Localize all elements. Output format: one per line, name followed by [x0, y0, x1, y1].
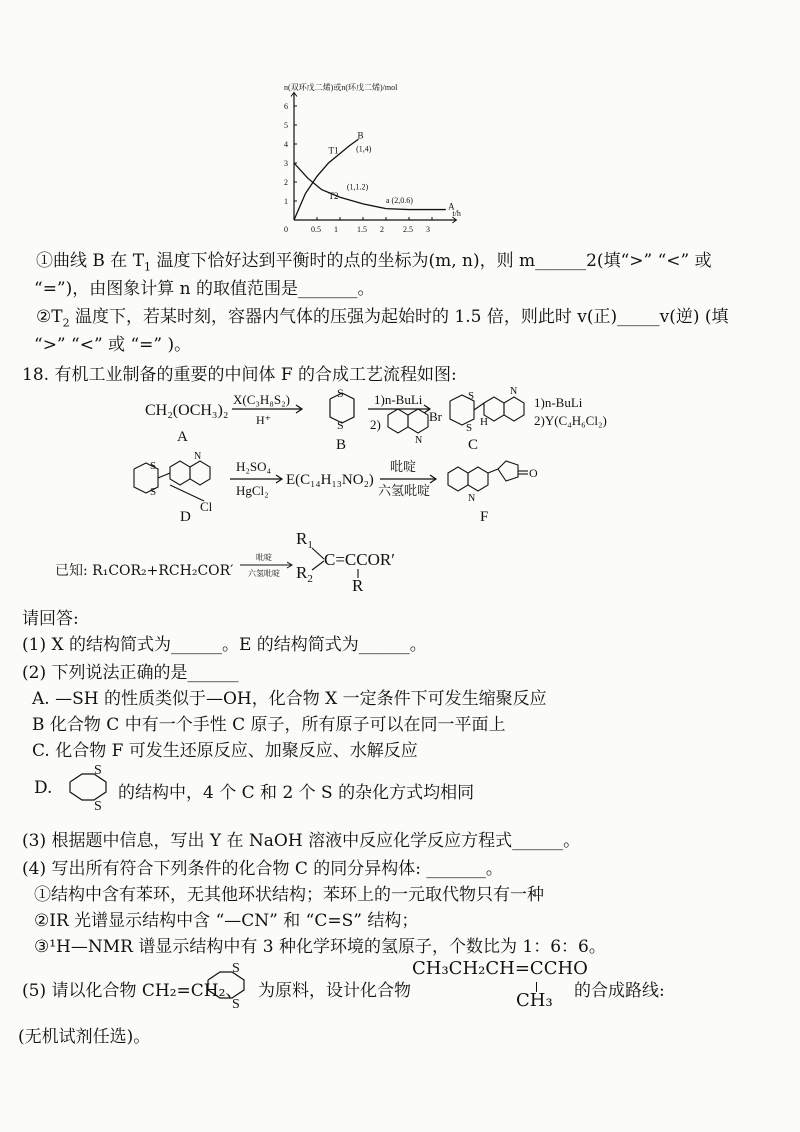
step2-label: 2): [370, 417, 381, 432]
condition-1: ①结构中含有苯环，无其他环状结构；苯环上的一元取代物只有一种: [34, 885, 544, 905]
svg-text:S: S: [466, 422, 473, 434]
svg-text:S: S: [94, 799, 102, 814]
known-reaction-reactants: 已知: R₁COR₂+RCH₂COR′: [55, 563, 234, 579]
compound-b-label: B: [336, 437, 347, 453]
svg-text:S: S: [94, 763, 102, 778]
dithiane-icon: [64, 760, 120, 814]
x-tick-label: 1: [334, 225, 338, 234]
svg-text:S: S: [468, 390, 475, 402]
svg-text:吡啶: 吡啶: [256, 553, 272, 562]
subq5-note: (无机试剂任选)。: [18, 1027, 151, 1047]
curve-label-T1: T1: [328, 145, 339, 156]
x-tick-label: 2: [380, 225, 384, 234]
step1-reagent: X(C₃H₈S₂): [233, 392, 290, 407]
synthesis-scheme: [130, 385, 750, 530]
x-tick-label: 0.5: [311, 225, 321, 234]
q17-part1-line2: “=”)，由图象计算 n 的取值范围是_______。: [34, 279, 375, 299]
target-compound-main: CH₃CH₂CH=CCHO: [412, 958, 588, 979]
svg-text:S: S: [150, 486, 157, 498]
compound-d-structure: [134, 461, 210, 501]
x-tick-label: 1.5: [357, 225, 367, 234]
step4-catalyst: HgCl₂: [236, 483, 269, 498]
subq5-prefix: (5) 请以化合物 CH₂=CH₂、: [22, 981, 243, 1001]
y-tick-label: 6: [284, 102, 288, 111]
svg-text:C=CCOR′: C=CCOR′: [324, 550, 395, 569]
equilibrium-graph: [270, 80, 470, 238]
svg-text:H: H: [480, 416, 488, 428]
svg-text:S: S: [232, 997, 240, 1012]
step4-reagent: H₂SO₄: [236, 459, 272, 474]
option-d: [34, 778, 52, 798]
x-tick-label: 3: [426, 225, 430, 234]
q17-part1-line1: ①曲线 B 在 $T_1$ 温度下恰好达到平衡时的点的坐标为(m, n)，则 m______2(填“>” “<” 或: [36, 251, 712, 274]
bromoquinoline: [388, 409, 428, 433]
compound-e: E(C₁₄H₁₃NO₂): [286, 472, 374, 488]
step3-reagent-2: 2)Y(C₄H₆Cl₂): [534, 413, 607, 428]
option-d-text: 的结构中，4 个 C 和 2 个 S 的杂化方式均相同: [118, 783, 475, 803]
option-c: C. 化合物 F 可发生还原反应、加聚反应、水解反应: [32, 741, 418, 761]
step3-reagent: 1)n-BuLi: [534, 395, 583, 410]
y-tick-label: 3: [284, 159, 288, 168]
subq4: (4) 写出所有符合下列条件的化合物 C 的同分异构体: _______。: [22, 859, 503, 879]
option-b: B 化合物 C 中有一个手性 C 原子，所有原子可以在同一平面上: [32, 715, 506, 735]
compound-f-label: F: [480, 509, 489, 525]
svg-text:S: S: [337, 386, 344, 400]
bromine-label: Br: [429, 409, 442, 424]
compound-a-label: A: [177, 429, 188, 445]
y-tick-label: 4: [284, 140, 288, 149]
origin-label: 0: [284, 225, 288, 234]
svg-text:六氢吡啶: 六氢吡啶: [248, 569, 280, 578]
compound-f-structure: [448, 461, 528, 491]
svg-text:S: S: [150, 460, 157, 472]
curve-label-A: A: [448, 201, 455, 212]
svg-text:R: R: [352, 576, 364, 592]
annotation-mid-point: (1,1.2): [346, 182, 369, 192]
chlorine-label: Cl: [200, 499, 213, 514]
y-tick-label: 2: [284, 178, 288, 187]
step2-reagent: 1)n-BuLi: [374, 392, 423, 407]
q17-part2-line2: “>” “<” 或 “=” )。: [34, 335, 192, 355]
ask-label: 请回答:: [22, 609, 79, 629]
curve-label-T2: T2: [328, 191, 339, 202]
x-axis-label: t/h: [452, 209, 461, 218]
svg-text:S: S: [337, 418, 344, 432]
svg-text:N: N: [194, 451, 202, 462]
subq2: (2) 下列说法正确的是______: [22, 663, 239, 683]
svg-text:N: N: [415, 435, 423, 446]
compound-d-label: D: [180, 509, 191, 525]
q17-part2-line1: $②T_2$ 温度下，若某时刻，容器内气体的压强为起始时的 1.5 倍，则此时 v(正)_____v(逆) (填: [36, 307, 729, 330]
option-a: A. —SH 的性质类似于—OH，化合物 X 一定条件下可发生缩聚反应: [32, 689, 547, 709]
y-axis-label: n(双环戊二烯)或n(环戊二烯)/mol: [284, 83, 398, 92]
subq1: (1) X 的结构简式为______。E 的结构简式为______。: [22, 635, 427, 655]
annotation-a-point: a (2,0.6): [386, 195, 413, 205]
x-tick-label: 2.5: [403, 225, 413, 234]
svg-text:O: O: [529, 466, 538, 480]
known-reaction-arrow: [238, 550, 296, 580]
subq3: (3) 根据题中信息，写出 Y 在 NaOH 溶液中反应化学反应方程式______。: [22, 831, 581, 851]
dithiane-icon-2: [202, 958, 258, 1012]
step5-catalyst: 六氢吡啶: [378, 483, 431, 498]
y-tick-label: 1: [284, 197, 288, 206]
step1-catalyst: H⁺: [256, 413, 271, 427]
condition-3: ③¹H—NMR 谱显示结构中有 3 种化学环境的氢原子，个数比为 1：6：6。: [34, 937, 606, 957]
known-reaction-product: [296, 528, 426, 592]
svg-text:N: N: [510, 386, 518, 397]
svg-text:N: N: [468, 493, 476, 504]
annotation-b-point: (1,4): [356, 144, 372, 154]
subq5-end: 的合成路线:: [574, 981, 665, 1001]
target-compound-sub: CH₃: [516, 990, 553, 1011]
q18-title: 18. 有机工业制备的重要的中间体 F 的合成工艺流程如图:: [22, 365, 457, 385]
curve-label-B: B: [357, 130, 364, 141]
svg-text:R1: $R_1$: [296, 529, 313, 551]
y-tick-label: 5: [284, 121, 288, 130]
compound-a-formula: CH₂(OCH₃)₂: [145, 402, 229, 419]
series-line-B: [294, 139, 358, 220]
series-line-A: [294, 163, 446, 210]
option-d-prefix: D.: [34, 778, 53, 798]
step5-reagent: 吡啶: [390, 459, 417, 474]
condition-2: ②IR 光谱显示结构中含 “—CN” 和 “C=S” 结构；: [34, 911, 419, 931]
compound-c-label: C: [468, 437, 479, 453]
svg-text:R2: $R_2$: [296, 563, 313, 585]
svg-text:S: S: [232, 961, 240, 976]
subq5-mid: 为原料，设计化合物: [258, 981, 411, 1001]
